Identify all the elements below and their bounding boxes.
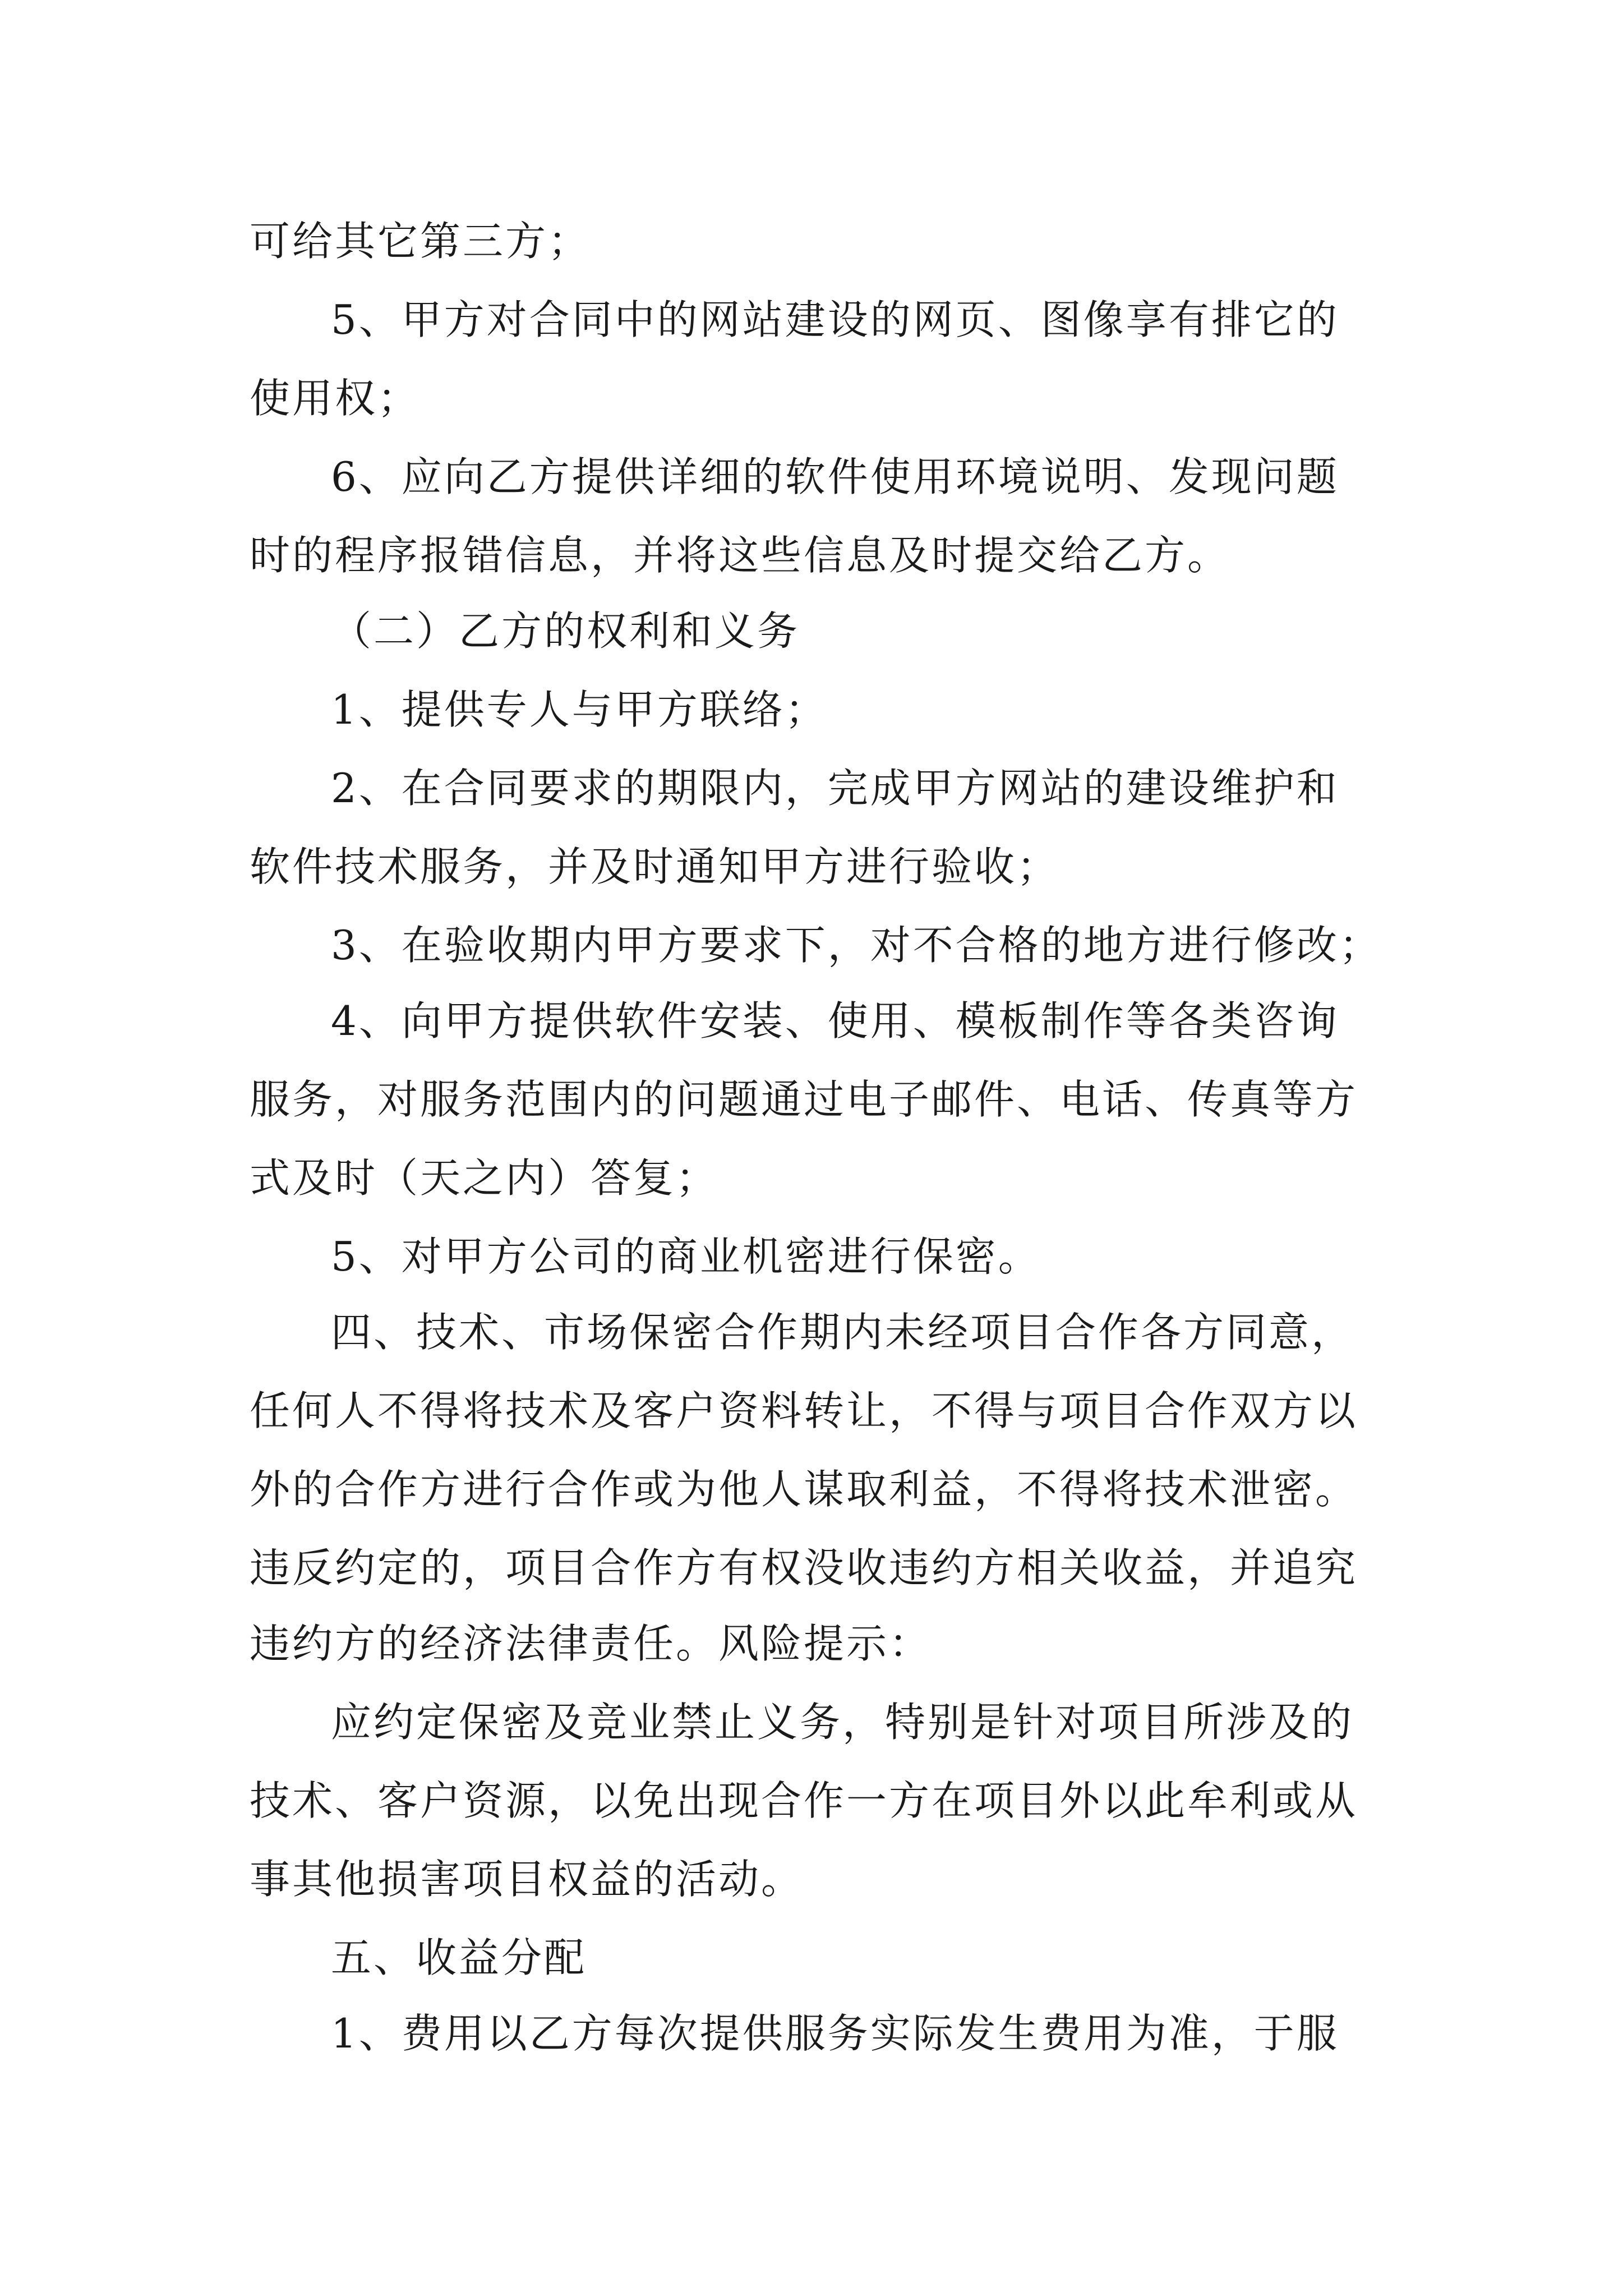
text-line: 可给其它第三方； bbox=[250, 218, 591, 265]
text-line: 5、甲方对合同中的网站建设的网页、图像享有排它的 bbox=[331, 296, 1339, 343]
text-line: 2、在合同要求的期限内，完成甲方网站的建设维护和 bbox=[331, 765, 1339, 812]
text-line: 违反约定的，项目合作方有权没收违约方相关收益，并追究 bbox=[250, 1544, 1358, 1591]
text-line: 4、向甲方提供软件安装、使用、模板制作等各类咨询 bbox=[331, 997, 1339, 1045]
text-line: 事其他损害项目权益的活动。 bbox=[250, 1856, 804, 1903]
text-line: 5、对甲方公司的商业机密进行保密。 bbox=[331, 1233, 1041, 1280]
text-line: 1、提供专人与甲方联络； bbox=[331, 686, 828, 733]
text-line: 外的合作方进行合作或为他人谋取利益，不得将技术泄密。 bbox=[250, 1466, 1358, 1513]
text-line: 软件技术服务，并及时通知甲方进行验收； bbox=[250, 843, 1060, 890]
text-line: 任何人不得将技术及客户资料转让，不得与项目合作双方以 bbox=[250, 1387, 1358, 1434]
section-heading: （二）乙方的权利和义务 bbox=[331, 608, 800, 655]
text-line: 应约定保密及竞业禁止义务，特别是针对项目所涉及的 bbox=[331, 1699, 1354, 1746]
text-line: 时的程序报错信息，并将这些信息及时提交给乙方。 bbox=[250, 532, 1230, 579]
text-line: 3、在验收期内甲方要求下，对不合格的地方进行修改； bbox=[331, 922, 1382, 969]
text-line: 6、应向乙方提供详细的软件使用环境说明、发现问题 bbox=[331, 453, 1339, 500]
text-line: 1、费用以乙方每次提供服务实际发生费用为准，于服 bbox=[331, 2010, 1339, 2057]
text-line: 服务，对服务范围内的问题通过电子邮件、电话、传真等方 bbox=[250, 1076, 1358, 1123]
section-heading: 四、技术、市场保密合作期内未经项目合作各方同意， bbox=[331, 1309, 1354, 1356]
text-line: 技术、客户资源，以免出现合作一方在项目外以此牟利或从 bbox=[250, 1777, 1358, 1824]
text-line: 违约方的经济法律责任。风险提示： bbox=[250, 1620, 932, 1667]
text-line: 使用权； bbox=[250, 375, 421, 422]
section-heading: 五、收益分配 bbox=[331, 1934, 587, 1981]
text-line: 式及时（天之内）答复； bbox=[250, 1154, 719, 1202]
